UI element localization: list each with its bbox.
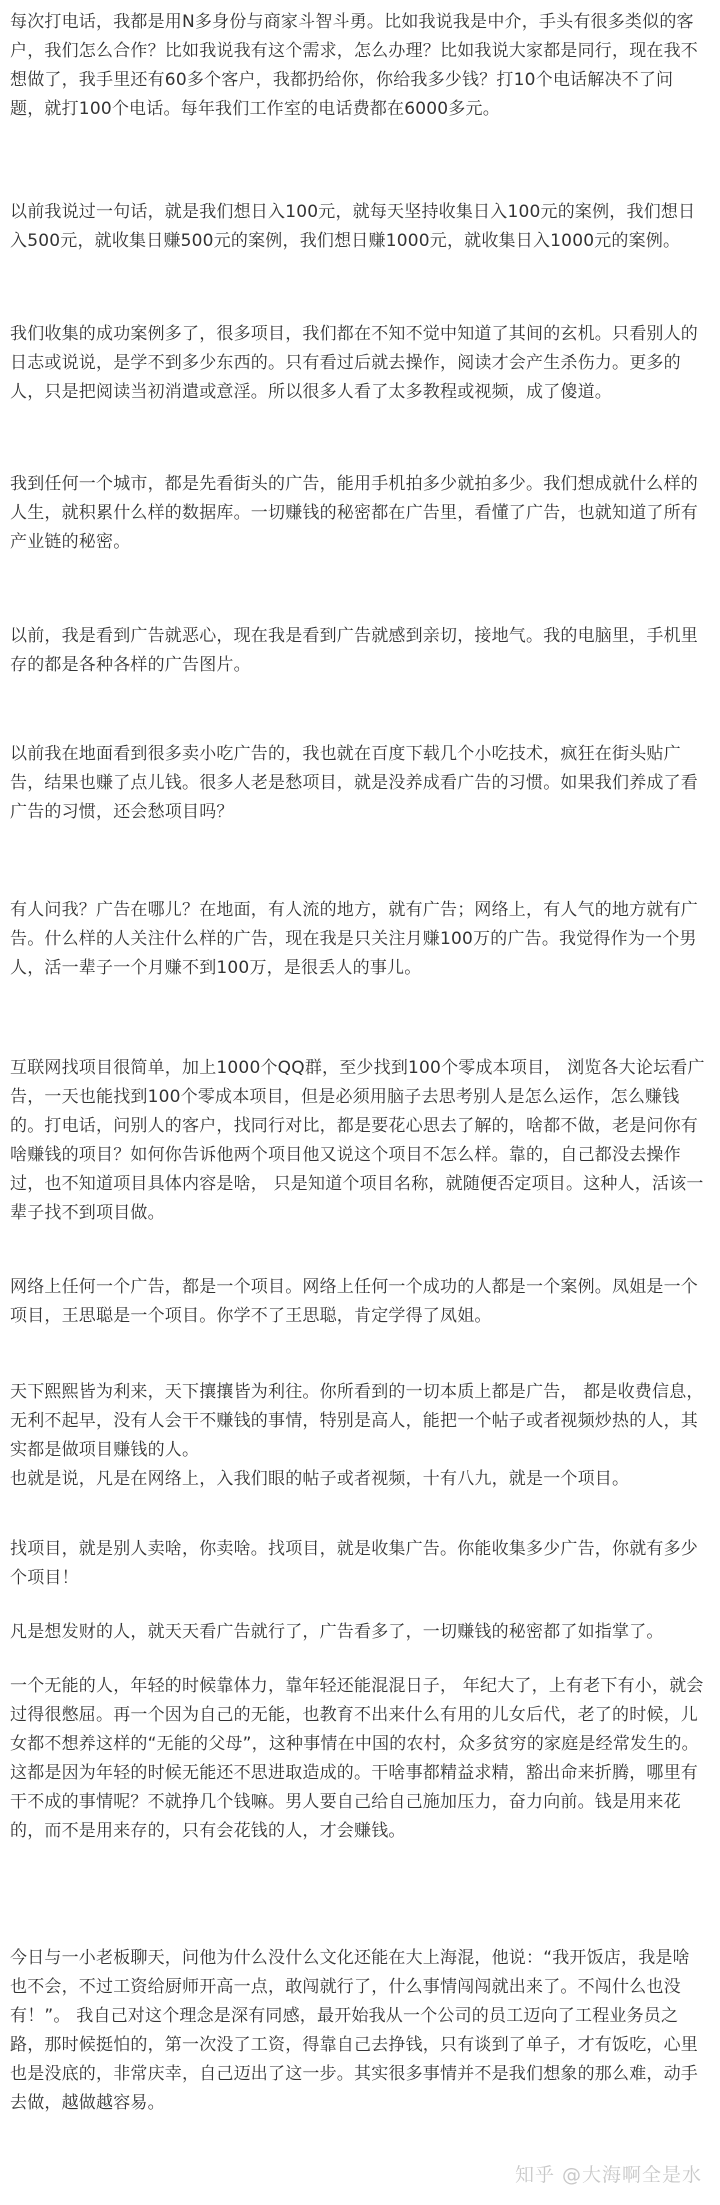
paragraph-11: 找项目，就是别人卖啥，你卖啥。找项目，就是收集广告。你能收集多少广告，你就有多少个项目！ [10, 1539, 698, 1588]
paragraph-4: 我到任何一个城市，都是先看街头的广告，能用手机拍多少就拍多少。我们想成就什么样的人生，就积累什么样的数据库。一切赚钱的秘密都在广告里，看懂了广告，也就知道了所有产业链的秘密。 [10, 474, 698, 552]
paragraph-7: 有人问我？广告在哪儿？在地面，有人流的地方，就有广告；网络上，有人气的地方就有广告。什么样的人关注什么样的广告，现在我是只关注月赚100万的广告。我觉得作为一个男人，活一辈子一个月赚不到100万，是很丢人的事儿。 [10, 900, 698, 978]
paragraph-5: 以前，我是看到广告就恶心，现在我是看到广告就感到亲切，接地气。我的电脑里，手机里存的都是各种各样的广告图片。 [10, 626, 698, 675]
paragraph-3: 我们收集的成功案例多了，很多项目，我们都在不知不觉中知道了其间的玄机。只看别人的日志或说说，是学不到多少东西的。只有看过后就去操作，阅读才会产生杀伤力。更多的人，只是把阅读当初消遣或意淫。所以很多人看了太多教程或视频，成了傻道。 [10, 324, 698, 402]
paragraph-12: 凡是想发财的人，就天天看广告就行了，广告看多了，一切赚钱的秘密都了如指掌了。 [10, 1622, 664, 1642]
paragraph-13: 一个无能的人，年轻的时候靠体力，靠年轻还能混混日子， 年纪大了，上有老下有小，就会过得很憋屈。再一个因为自己的无能，也教育不出来什么有用的儿女后代，老了的时候，儿女都不想养这样的“无能的父母”，这种事情在中国的农村，众多贫穷的家庭是经常发生的。 这都是因为年轻的时候无能还不思进取造成的。干啥事都精益求精，豁出命来折腾，哪里有干不成的事情呢？不就挣几个钱嘛。男人要自己给自己施加压力，奋力向前。钱是用来花的，而不是用来存的，只有会花钱的人，才会赚钱。 [10, 1676, 704, 1841]
paragraph-8: 互联网找项目很简单，加上1000个QQ群，至少找到100个零成本项目， 浏览各大论坛看广告，一天也能找到100个零成本项目，但是必须用脑子去思考别人是怎么运作，怎么赚钱的。打电话，问别人的客户，找同行对比，都是要花心思去了解的，啥都不做，老是问你有啥赚钱的项目？如何你告诉他两个项目他又说这个项目不怎么样。靠的，自己都没去操作过，也不知道项目具体内容是啥， 只是知道个项目名称，就随便否定项目。这种人，活该一辈子找不到项目做。 [10, 1058, 705, 1223]
zhihu-watermark: 知乎 @大海啊全是水 [514, 2164, 702, 2186]
paragraph-2: 以前我说过一句话，就是我们想日入100元，就每天坚持收集日入100元的案例，我们想日入500元，就收集日赚500元的案例，我们想日赚1000元，就收集日入1000元的案例。 [10, 202, 696, 251]
paragraph-9: 网络上任何一个广告，都是一个项目。网络上任何一个成功的人都是一个案例。凤姐是一个项目，王思聪是一个项目。你学不了王思聪，肯定学得了凤姐。 [10, 1277, 698, 1326]
paragraph-6: 以前我在地面看到很多卖小吃广告的，我也就在百度下载几个小吃技术，疯狂在街头贴广告，结果也赚了点儿钱。很多人老是愁项目，就是没养成看广告的习惯。如果我们养成了看广告的习惯，还会愁项目吗？ [10, 744, 698, 822]
paragraph-1: 每次打电话，我都是用N多身份与商家斗智斗勇。比如我说我是中介，手头有很多类似的客户，我们怎么合作？比如我说我有这个需求，怎么办理？比如我说大家都是同行，现在我不想做了，我手里还有60多个客户，我都扔给你，你给我多少钱？打10个电话解决不了问题，就打100个电话。每年我们工作室的电话费都在6000多元。 [10, 12, 698, 119]
paragraph-10: 天下熙熙皆为利来，天下攘攘皆为利往。你所看到的一切本质上都是广告， 都是收费信息，无利不起早，没有人会干不赚钱的事情，特别是高人，能把一个帖子或者视频炒热的人，其实都是做项目赚钱的人。 也就是说，凡是在网络上，入我们眼的帖子或者视频，十有八九，就是一个项目。 [10, 1382, 704, 1489]
paragraph-14: 今日与一小老板聊天，问他为什么没什么文化还能在大上海混，他说：“我开饭店，我是啥也不会，不过工资给厨师开高一点，敢闯就行了，什么事情闯闯就出来了。不闯什么也没有！”。 我自己对这个理念是深有同感，最开始我从一个公司的员工迈向了工程业务员之路，那时候挺怕的，第一次没了工资，得靠自己去挣钱，只有谈到了单子，才有饭吃，心里也是没底的，非常庆幸，自己迈出了这一步。其实很多事情并不是我们想象的那么难，动手去做，越做越容易。 [10, 1948, 698, 2113]
